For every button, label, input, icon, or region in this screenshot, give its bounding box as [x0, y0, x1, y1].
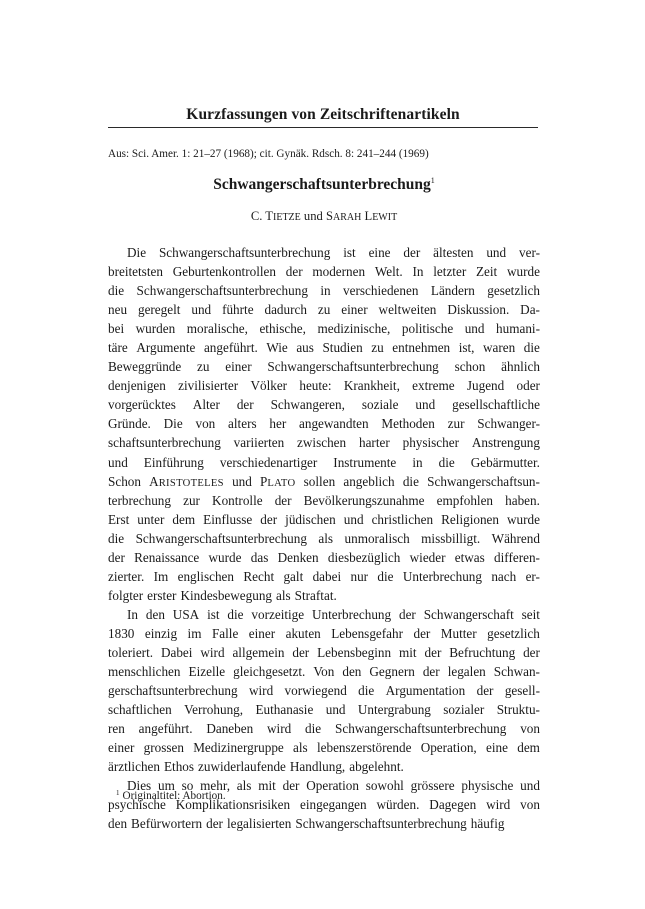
text-line	[108, 300, 540, 319]
word: dabei	[312, 568, 342, 584]
word: haben.	[505, 492, 540, 508]
word: physische	[461, 778, 514, 794]
word: die	[377, 568, 394, 584]
word: die	[227, 606, 244, 622]
word: gesell-	[504, 683, 540, 699]
word: ver-	[519, 245, 540, 260]
word: die	[305, 721, 322, 737]
word: Religionen	[441, 511, 499, 527]
word: Operation,	[420, 740, 477, 756]
text-line	[108, 662, 540, 681]
word: gesetzlich	[487, 283, 540, 299]
word: denjenigen	[108, 378, 166, 394]
footnote-text: Originaltitel: Abortion.	[122, 790, 226, 802]
word: Gebärmutter.	[470, 454, 540, 470]
author2-given: SARAH	[325, 209, 362, 223]
word: und	[232, 473, 252, 489]
word: Einführung	[143, 454, 204, 470]
author1-initial: C.	[250, 209, 263, 223]
text-line	[108, 567, 540, 586]
word: in	[320, 283, 331, 299]
word: und	[343, 511, 364, 527]
word: Jugend	[466, 378, 505, 394]
word: der	[398, 606, 416, 622]
word: der	[476, 683, 494, 699]
word: Argumentation	[385, 683, 466, 699]
word: medizinische,	[317, 321, 391, 337]
text-line	[108, 472, 540, 491]
text-line	[108, 453, 540, 472]
word: Schwan-	[493, 664, 540, 680]
word: als	[236, 778, 252, 794]
word: dem	[172, 511, 196, 527]
word: verschiedenartiger	[219, 454, 318, 470]
text-line	[108, 605, 540, 624]
word: nach	[491, 568, 517, 584]
word: Lebensgefahr	[331, 625, 403, 641]
word: er-	[525, 568, 540, 584]
word: Beweggründe	[108, 359, 182, 375]
word: Befruchtung	[449, 644, 516, 660]
word: und	[464, 321, 485, 337]
word: einer	[225, 359, 252, 375]
word: Kontrolle	[212, 492, 263, 508]
article-body	[108, 243, 540, 833]
word: Schwangerschaftsunterbrechung	[136, 283, 308, 299]
word: so	[181, 778, 194, 794]
word: dem	[517, 740, 540, 756]
word: zur	[447, 416, 465, 432]
word: neu	[108, 302, 128, 318]
word: Unterbrechung	[312, 606, 392, 622]
text-line	[108, 529, 540, 548]
word: der	[292, 644, 310, 660]
word: Medizinergruppe	[193, 740, 284, 756]
word: soziale	[361, 397, 399, 413]
word: Einflusse	[203, 511, 253, 527]
text-line	[108, 700, 540, 719]
word: unmoralisch	[344, 530, 410, 546]
word: von	[520, 721, 540, 737]
word: breitetsten	[108, 264, 163, 280]
word: zivilisierter	[178, 378, 239, 394]
word: mit	[258, 778, 276, 794]
text-line	[108, 757, 540, 776]
text-line	[108, 681, 540, 700]
word: christlichen	[371, 511, 434, 527]
word: gerschaftsunterbrechung	[108, 683, 238, 699]
text-line	[108, 738, 540, 757]
text-line	[108, 376, 540, 395]
word: als	[276, 587, 291, 603]
text-line	[108, 586, 540, 605]
word: Völker	[250, 378, 288, 394]
word: täre	[108, 340, 128, 356]
word: PLATO	[260, 473, 296, 489]
word: grossen	[143, 740, 184, 756]
word: Argumente	[136, 340, 196, 356]
word: legalen	[447, 664, 486, 680]
word: der	[274, 492, 292, 508]
word: Gegnern	[369, 664, 415, 680]
word: ist,	[458, 340, 475, 356]
word: der	[413, 625, 431, 641]
word: abgelehnt.	[349, 759, 404, 775]
word: Daneben	[206, 721, 254, 737]
text-line	[108, 510, 540, 529]
word: terbrechung	[108, 492, 171, 508]
word: Schwangerschaftsunterbrechung	[295, 816, 467, 832]
footnote	[116, 790, 226, 802]
word: häufig	[470, 816, 505, 832]
word: letzter	[433, 264, 467, 280]
word: Ethos	[163, 759, 195, 775]
word: die	[108, 530, 125, 546]
text-line	[108, 357, 540, 376]
word: wurde	[507, 511, 540, 527]
word: Zeit	[475, 264, 498, 280]
word: den	[145, 606, 165, 622]
word: den	[108, 816, 128, 832]
word: unter	[137, 511, 165, 527]
word: der	[206, 816, 223, 832]
word: die	[358, 683, 375, 699]
word: als	[293, 740, 308, 756]
word: modernen	[312, 264, 366, 280]
word: vorzeitige	[251, 606, 305, 622]
word: Eizelle	[188, 664, 226, 680]
word: in	[412, 454, 423, 470]
word: zuwiderlaufende	[198, 759, 286, 775]
word: Instrumente	[333, 454, 397, 470]
word: als	[318, 530, 334, 546]
word: einer	[108, 740, 135, 756]
word: und	[415, 397, 436, 413]
text-line	[108, 814, 540, 833]
word: wieder	[409, 549, 446, 565]
word: die	[108, 283, 125, 299]
header-rule	[108, 127, 538, 128]
word: Straftat.	[294, 587, 337, 603]
word: grössere	[410, 778, 455, 794]
text-line	[108, 281, 540, 300]
word: Gründe.	[108, 416, 151, 432]
text-line	[108, 491, 540, 510]
word: eine	[368, 245, 391, 260]
text-line	[108, 395, 540, 414]
word: die	[402, 473, 419, 489]
text-line	[108, 624, 540, 643]
word: von	[195, 416, 216, 432]
word: zur	[183, 492, 200, 508]
word: Studien	[322, 340, 363, 356]
word: gleichgesetzt.	[233, 664, 306, 680]
source-citation-text: Aus: Sci. Amer. 1: 21–27 (1968); cit. Gynäk. Rdsch. 8: 241–244 (1969)	[108, 148, 429, 160]
word: eine	[485, 740, 508, 756]
word: der	[422, 664, 440, 680]
word: sozialer	[443, 702, 485, 718]
word: der	[282, 778, 300, 794]
word: der	[236, 397, 254, 413]
text-line	[108, 338, 540, 357]
word: galt	[283, 568, 304, 584]
word: In	[412, 264, 424, 280]
word: geregelt	[137, 302, 181, 318]
text-line	[108, 319, 540, 338]
word: 1830	[108, 625, 135, 641]
footnote-marker: 1	[116, 789, 120, 797]
word: und	[486, 245, 507, 260]
word: sollen	[303, 473, 336, 489]
word: Diskussion.	[447, 302, 510, 318]
title-footnote-marker: 1	[430, 176, 435, 185]
word: die	[438, 454, 455, 470]
word: einer	[341, 302, 368, 318]
word: jüdischen	[285, 511, 336, 527]
word: Renaissance	[134, 549, 200, 565]
word: Schwanger-	[477, 416, 540, 432]
word: verschiedenen	[343, 283, 419, 299]
word: ethische,	[259, 321, 306, 337]
word: den	[342, 664, 362, 680]
word: Krankheit,	[343, 378, 400, 394]
word: wird	[486, 797, 511, 813]
word: der	[108, 549, 125, 565]
word: einzig	[144, 625, 178, 641]
word: ARISTOTELES	[149, 473, 224, 489]
word: Geburtenkontrollen	[172, 264, 276, 280]
word: lebenszerstörende	[316, 740, 412, 756]
word: politische	[401, 321, 454, 337]
word: angeblich	[343, 473, 395, 489]
word: aus	[296, 340, 314, 356]
word: empfohlen	[436, 492, 494, 508]
word: gesetzlich	[487, 625, 540, 641]
word: zwischen	[297, 435, 347, 451]
word: das	[250, 549, 269, 565]
word: schaftsunterbrechung	[108, 435, 221, 451]
word: wurde	[208, 549, 242, 565]
word: Während	[491, 530, 540, 546]
word: ren	[108, 721, 125, 737]
word: ist	[343, 245, 356, 260]
word: USA	[172, 606, 200, 622]
word: menschlichen	[108, 664, 181, 680]
word: einer	[248, 625, 276, 641]
word: Alter	[192, 397, 220, 413]
word: Bevölkerungszunahme	[303, 492, 425, 508]
text-line	[108, 243, 540, 262]
word: ärztlichen	[108, 759, 160, 775]
article-authors	[108, 209, 540, 224]
word: schon	[454, 359, 486, 375]
word: im	[187, 625, 202, 641]
word: ältesten	[433, 245, 474, 260]
text-line	[108, 548, 540, 567]
word: schaftlichen	[108, 702, 172, 718]
word: waren	[483, 340, 516, 356]
word: mit	[399, 644, 417, 660]
word: der	[424, 644, 442, 660]
word: entnehmen	[392, 340, 451, 356]
text-line	[108, 262, 540, 281]
word: angeführt.	[138, 721, 193, 737]
word: vorgerücktes	[108, 397, 176, 413]
word: mehr,	[200, 778, 230, 794]
word: Dabei	[160, 644, 193, 660]
text-line	[108, 719, 540, 738]
word: führte	[222, 302, 254, 318]
article-title	[108, 176, 540, 194]
word: Schwangerschaftsunterbrechung	[335, 721, 507, 737]
word: und	[191, 302, 212, 318]
word: zu	[317, 302, 331, 318]
word: zu	[371, 340, 384, 356]
word: extreme	[412, 378, 455, 394]
word: und	[108, 454, 128, 470]
word: bei	[108, 321, 125, 337]
word: Die	[163, 416, 183, 432]
word: angeführt.	[203, 340, 258, 356]
word: dadurch	[264, 302, 307, 318]
word: der	[285, 264, 303, 280]
author-connector: und	[303, 209, 323, 223]
word: nur	[350, 568, 369, 584]
word: Untergrabung	[357, 702, 431, 718]
section-header: Kurzfassungen von Zeitschriftenartikeln	[186, 106, 460, 123]
word: Erst	[108, 511, 130, 527]
word: gesellschaftliche	[452, 397, 540, 413]
word: weltweiten	[378, 302, 437, 318]
word: Lebensbeginn	[317, 644, 392, 660]
source-citation	[108, 148, 540, 160]
word: Schwangerschaft	[423, 606, 514, 622]
word: her	[269, 416, 287, 432]
word: Operation	[306, 778, 359, 794]
word: erster	[147, 587, 177, 603]
word: wird	[200, 644, 225, 660]
text-line	[108, 643, 540, 662]
word: diesbezüglich	[327, 549, 401, 565]
word: psychische	[108, 797, 166, 813]
word: vorwiegend	[284, 683, 347, 699]
word: von	[520, 797, 540, 813]
word: Verrohung,	[184, 702, 244, 718]
word: würden.	[376, 797, 420, 813]
word: Schon	[108, 473, 141, 489]
word: etwas	[454, 549, 485, 565]
word: Schwangerschaftsunterbrechung	[135, 530, 307, 546]
word: Recht	[243, 568, 275, 584]
word: In	[127, 606, 138, 622]
word: die	[523, 340, 540, 356]
word: allgemein	[232, 644, 285, 660]
word: um	[157, 778, 175, 794]
word: alters	[228, 416, 257, 432]
word: humani-	[496, 321, 540, 337]
word: eingegangen	[299, 797, 367, 813]
text-line	[108, 433, 540, 452]
word: oder	[516, 378, 540, 394]
word: zu	[197, 359, 210, 375]
word: Schwangerschaftsun-	[427, 473, 540, 489]
text-line	[108, 414, 540, 433]
word: Anstrengung	[471, 435, 540, 451]
word: Kindesbewegung	[180, 587, 273, 603]
word: seit	[521, 606, 540, 622]
word: wurde	[507, 264, 540, 280]
word: Euthanasie	[255, 702, 314, 718]
word: akuten	[285, 625, 321, 641]
word: legalisierten	[226, 816, 292, 832]
word: wird	[267, 721, 292, 737]
word: folgter	[108, 587, 144, 603]
author2-surname: LEWIT	[364, 209, 398, 223]
word: der	[260, 511, 278, 527]
word: ist	[207, 606, 220, 622]
word: Handlung,	[289, 759, 346, 775]
word: Schwangerschaftsunterbrechung	[267, 359, 439, 375]
word: Unterbrechung	[402, 568, 482, 584]
word: Die	[127, 245, 147, 260]
word: ähnlich	[501, 359, 540, 375]
word: wurden	[135, 321, 176, 337]
word: Dies	[127, 778, 152, 794]
word: Falle	[211, 625, 239, 641]
word: differen-	[494, 549, 540, 565]
word: sowohl	[365, 778, 404, 794]
word: zierter.	[108, 568, 145, 584]
word: angewandten	[299, 416, 369, 432]
word: Ländern	[430, 283, 475, 299]
word: Methoden	[381, 416, 435, 432]
word: Struktu-	[496, 702, 540, 718]
word: Welt.	[374, 264, 403, 280]
word: harter	[358, 435, 390, 451]
word: wird	[248, 683, 274, 699]
word: Denken	[277, 549, 319, 565]
word: und	[520, 778, 540, 794]
word: Schwangerschaftsunterbrechung	[158, 245, 331, 260]
word: Schwangeren,	[270, 397, 345, 413]
word: der	[403, 245, 421, 260]
word: Befürwortern	[131, 816, 203, 832]
word: moralische,	[186, 321, 248, 337]
author1-surname: TIETZE	[265, 209, 301, 223]
article-title-text: Schwangerschaftsunterbrechung	[213, 176, 431, 193]
word: missbilligt.	[421, 530, 481, 546]
word: der	[523, 644, 540, 660]
word: Da-	[520, 302, 540, 318]
word: toleriert.	[108, 644, 154, 660]
word: heute:	[299, 378, 332, 394]
word: Komplikationsrisiken	[175, 797, 291, 813]
word: Dagegen	[429, 797, 477, 813]
word: physischer	[402, 435, 459, 451]
word: und	[325, 702, 346, 718]
word: Im	[153, 568, 169, 584]
word: Von	[313, 664, 335, 680]
word: Mutter	[440, 625, 477, 641]
word: englischen	[177, 568, 234, 584]
word: variierten	[233, 435, 285, 451]
word: Wie	[266, 340, 288, 356]
